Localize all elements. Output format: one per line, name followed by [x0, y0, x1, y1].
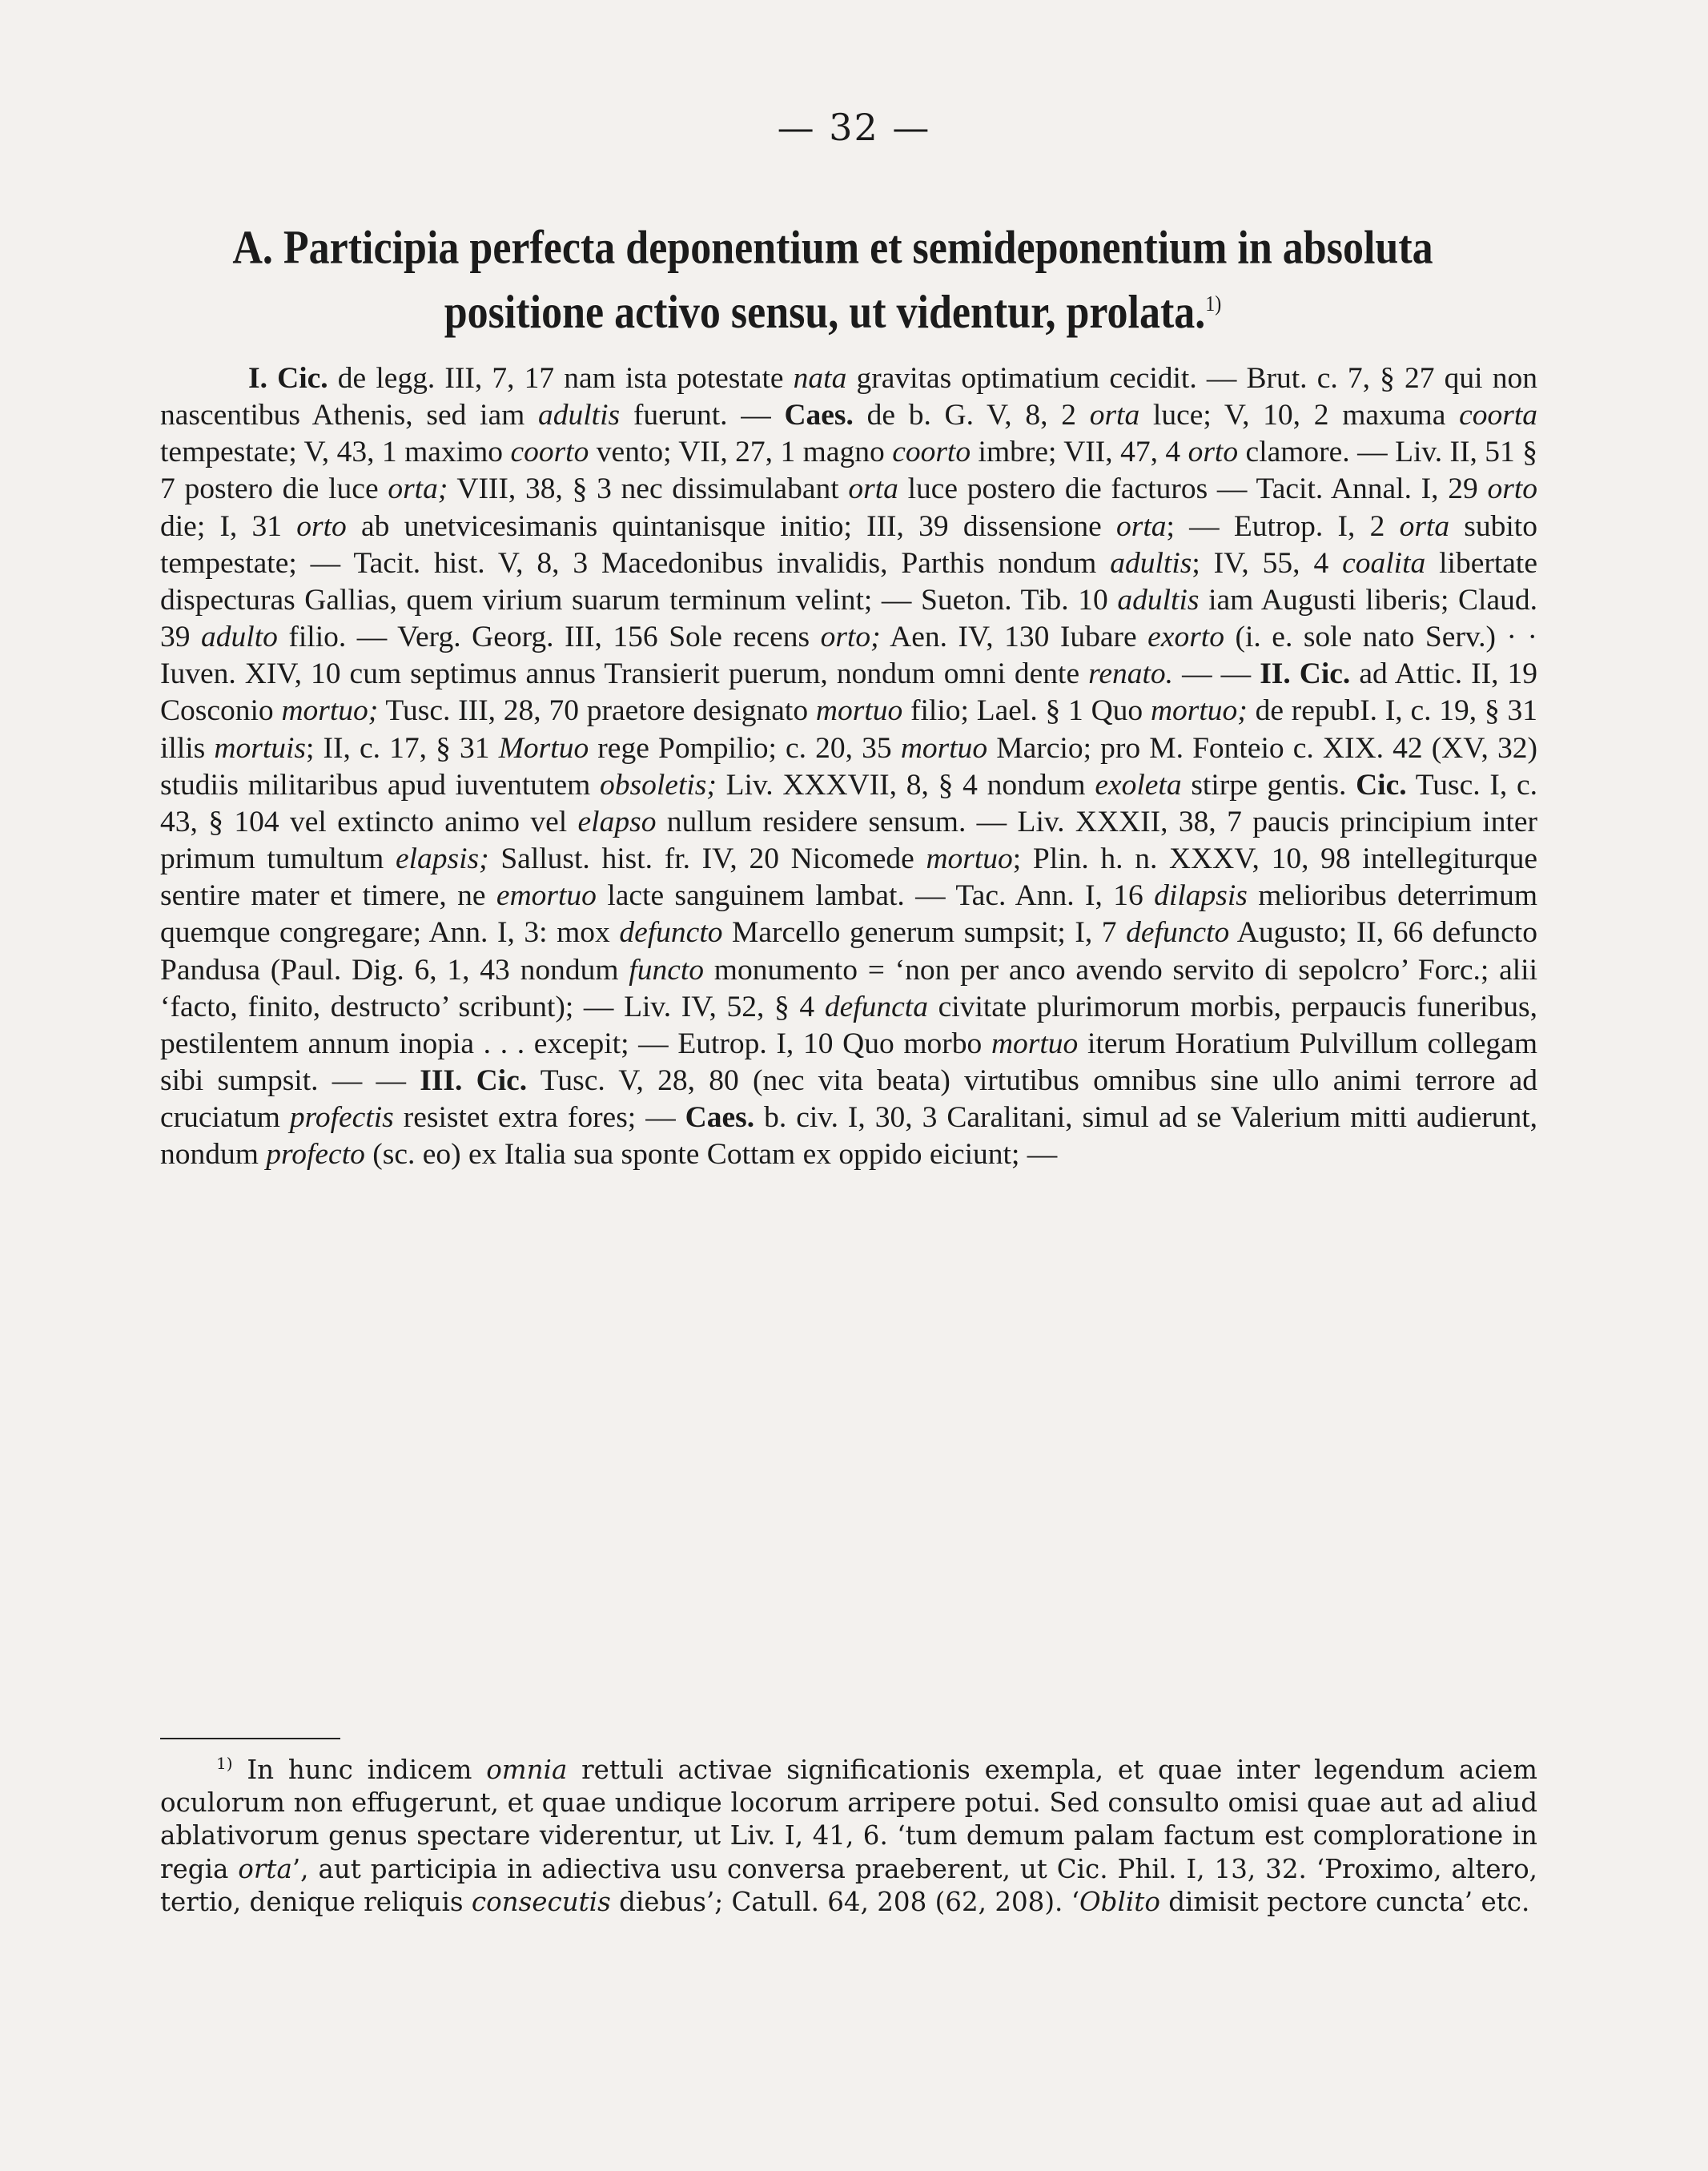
text-run: In hunc indicem [232, 1755, 487, 1785]
text-run: fuerunt. — [620, 399, 785, 432]
italic-term: orta [848, 472, 898, 506]
text-run: de legg. III, 7, 17 nam ista potestate [328, 362, 794, 395]
text-run: subito tempestate; — Tacit. hist. V, 8, 3 Macedonibus invalidis, Parthis nondum [160, 509, 1537, 580]
text-run: Marcello generum sumpsit; I, 7 [722, 916, 1127, 950]
text-run: ; — Eutrop. I, 2 [1166, 509, 1400, 543]
italic-term: orto; [820, 621, 881, 654]
text-run: ’, aut participia in adiectiva usu conversa praeberent, ut Cic. Phil. I, 13, 32. ‘Proximo, altero, tertio, denique reliquis [160, 1853, 1537, 1917]
body-paragraph [160, 360, 1537, 1173]
section-title [128, 216, 1537, 345]
text-run: Sallust. hist. fr. IV, 20 Nicomede [488, 842, 926, 876]
text-run: dimisit pectore cuncta’ etc. [1159, 1886, 1530, 1917]
italic-term: exorto [1147, 621, 1224, 654]
bold-reference: III. Cic. [420, 1063, 528, 1097]
text-run: nullum residere sensum. — Liv. XXXII, 38, 7 paucis principium inter primum tumultum [160, 805, 1537, 876]
text-run: de b. G. V, 8, 2 [853, 399, 1090, 432]
text-run: rege Pompilio; c. 20, 35 [589, 731, 901, 765]
italic-term: adultis [538, 399, 621, 432]
italic-term: coorto [510, 436, 589, 469]
text-run: ; II, c. 17, § 31 [306, 731, 499, 765]
text-run: civitate plurimorum morbis, perpaucis funeribus, pestilentem annum inopia . . . excepit; — Eutrop. I, 10 Quo morbo [160, 990, 1537, 1060]
text-run: (sc. eo) ex Italia sua sponte Cottam ex oppido eiciunt; — [364, 1138, 1058, 1172]
italic-term: obsoletis; [600, 768, 717, 802]
italic-term: orto [1188, 436, 1239, 469]
italic-term: mortuo; [1150, 694, 1248, 728]
text-run: — — [1173, 657, 1260, 691]
body-text [160, 360, 1537, 1173]
italic-term: mortuo [815, 694, 903, 728]
italic-term: defuncto [1126, 916, 1230, 950]
bold-reference: II. Cic. [1260, 657, 1351, 691]
italic-term: adultis [1117, 583, 1200, 617]
text-run: Augusto; II, 66 defuncto Pandusa (Paul. Dig. 6, 1, 43 nondum [160, 916, 1537, 987]
text-run: luce postero die facturos — Tacit. Annal. I, 29 [898, 472, 1488, 506]
text-run: stirpe gentis. [1181, 768, 1356, 802]
bold-reference: Caes. [784, 399, 854, 432]
text-run: iterum Horatium Pulvillum collegam sibi sumpsit. — — [160, 1027, 1537, 1097]
italic-term: Oblito [1079, 1886, 1160, 1917]
text-run: filio. — Verg. Georg. III, 156 Sole recens [277, 621, 821, 654]
text-run: monumento = ‘non per anco avendo servito di sepolcro’ Forc.; alii ‘facto, finito, destructo’ scribunt); — Liv. IV, 52, § 4 [160, 953, 1537, 1023]
italic-term: orta [1115, 509, 1167, 543]
text-run: Liv. XXXVII, 8, § 4 nondum [716, 768, 1095, 802]
bold-reference: Cic. [1356, 768, 1407, 802]
text-run: clamore. — Liv. II, 51 § 7 postero die luce [160, 436, 1537, 506]
footnote-mark: 1) [216, 1754, 233, 1774]
text-run: Tusc. III, 28, 70 praetore designato [378, 694, 816, 728]
text-run: luce; V, 10, 2 maxuma [1139, 399, 1460, 432]
italic-term: orta [238, 1853, 292, 1884]
italic-term: dilapsis [1154, 879, 1248, 913]
italic-term: omnia [486, 1755, 568, 1785]
text-run: resistet extra fores; — [393, 1101, 685, 1135]
text-run: Marcio; pro M. Fonteio c. XIX. 42 (XV, 32) studiis militaribus apud iuventutem [160, 731, 1537, 802]
italic-term: mortuis [214, 731, 307, 765]
text-run: b. civ. I, 30, 3 Caralitani, simul ad se Valerium mitti audierunt, nondum [160, 1101, 1537, 1172]
text-run: rettuli activae significationis exempla, et quae inter legendum aciem oculorum non effugerunt, et quae undique locorum arripere potui. Sed consulto omisi quae aut ad aliud ablativorum genus spectare viderentur, ut Liv. I, 41, 6. ‘tum demum palam factum est comploratione in regia [160, 1755, 1538, 1884]
text-run: ab unetvicesimanis quintanisque initio; III, 39 dissensione [346, 509, 1116, 543]
footnote [160, 1754, 1537, 1919]
italic-term: consecutis [471, 1886, 611, 1917]
italic-term: defuncto [619, 916, 723, 950]
italic-term: emortuo [496, 879, 597, 913]
italic-term: defuncta [824, 990, 928, 1023]
text-run: melioribus deterrimum quemque congregare; Ann. I, 3: mox [160, 879, 1538, 950]
title-line-2: positione activo sensu, ut videntur, prolata. [444, 286, 1206, 339]
text-run: vento; VII, 27, 1 magno [589, 436, 893, 469]
footnote-reference: 1) [1205, 292, 1222, 316]
italic-term: functo [629, 953, 705, 987]
text-run: filio; Lael. § 1 Quo [902, 694, 1151, 728]
italic-term: orto [1487, 472, 1537, 506]
italic-term: Mortuo [498, 731, 589, 765]
italic-term: coalita [1342, 546, 1426, 580]
italic-term: coorta [1459, 399, 1538, 432]
text-run: diebus’; Catull. 64, 208 (62, 208). ‘ [610, 1886, 1080, 1917]
text-run: imbre; VII, 47, 4 [971, 436, 1188, 469]
text-run: Tusc. V, 28, 80 (nec vita beata) virtutibus omnibus sine ullo animi terrore ad cruciatum [160, 1063, 1538, 1135]
text-run: Tusc. I, c. 43, § 104 vel extincto animo vel [160, 768, 1538, 838]
text-run: libertate dispecturas Gallias, quem virium suarum terminum velint; — Sueton. Tib. 10 [160, 546, 1537, 617]
bold-reference: Caes. [685, 1101, 755, 1135]
text-run: tempestate; V, 43, 1 maximo [160, 436, 511, 469]
text-run: ad Attic. II, 19 Cosconio [160, 657, 1537, 728]
text-run: Aen. IV, 130 Iubare [880, 621, 1148, 654]
text-run: lacte sanguinem lambat. — Tac. Ann. I, 16 [596, 879, 1155, 913]
italic-term: exoleta [1095, 768, 1182, 802]
italic-term: nata [793, 362, 847, 395]
italic-term: adulto [201, 621, 278, 654]
text-run: gravitas optimatium cecidit. — Brut. c. 7, § 27 qui non nascentibus Athenis, sed iam [160, 362, 1537, 432]
italic-term: elapso [577, 805, 657, 838]
italic-term: orta [1089, 399, 1140, 432]
text-run: (i. e. sole nato Serv.) · · Iuven. XIV, 10 cum septimus annus Transierit puerum, nondum omni dente [160, 621, 1538, 691]
text-run: VIII, 38, § 3 nec dissimulabant [448, 472, 849, 506]
italic-term: mortuo; [281, 694, 379, 728]
italic-term: orto [296, 509, 347, 543]
italic-term: coorto [892, 436, 971, 469]
footnote-paragraph [160, 1754, 1537, 1919]
italic-term: mortuo [926, 842, 1013, 876]
italic-term: profecto [266, 1138, 365, 1172]
bold-reference: I. Cic. [248, 362, 328, 395]
italic-term: mortuo [991, 1027, 1079, 1060]
title-line-1: A. Participia perfecta deponentium et semideponentium in absoluta [232, 221, 1433, 275]
text-run: ; IV, 55, 4 [1192, 546, 1343, 580]
italic-term: orta [1399, 509, 1450, 543]
italic-term: mortuo [900, 731, 988, 765]
text-run: ; Plin. h. n. XXXV, 10, 98 intellegiturque sentire mater et timere, ne [160, 842, 1537, 913]
italic-term: renato. [1088, 657, 1174, 691]
italic-term: elapsis; [395, 842, 489, 876]
page-number: — 32 — [777, 106, 931, 149]
text-run: de repubI. I, c. 19, § 31 illis [160, 694, 1537, 765]
text-run: die; I, 31 [160, 509, 297, 543]
footnote-divider [160, 1738, 340, 1739]
italic-term: adultis [1110, 546, 1192, 580]
italic-term: profectis [289, 1101, 394, 1135]
italic-term: orta; [388, 472, 448, 506]
text-run: iam Augusti liberis; Claud. 39 [160, 583, 1537, 654]
